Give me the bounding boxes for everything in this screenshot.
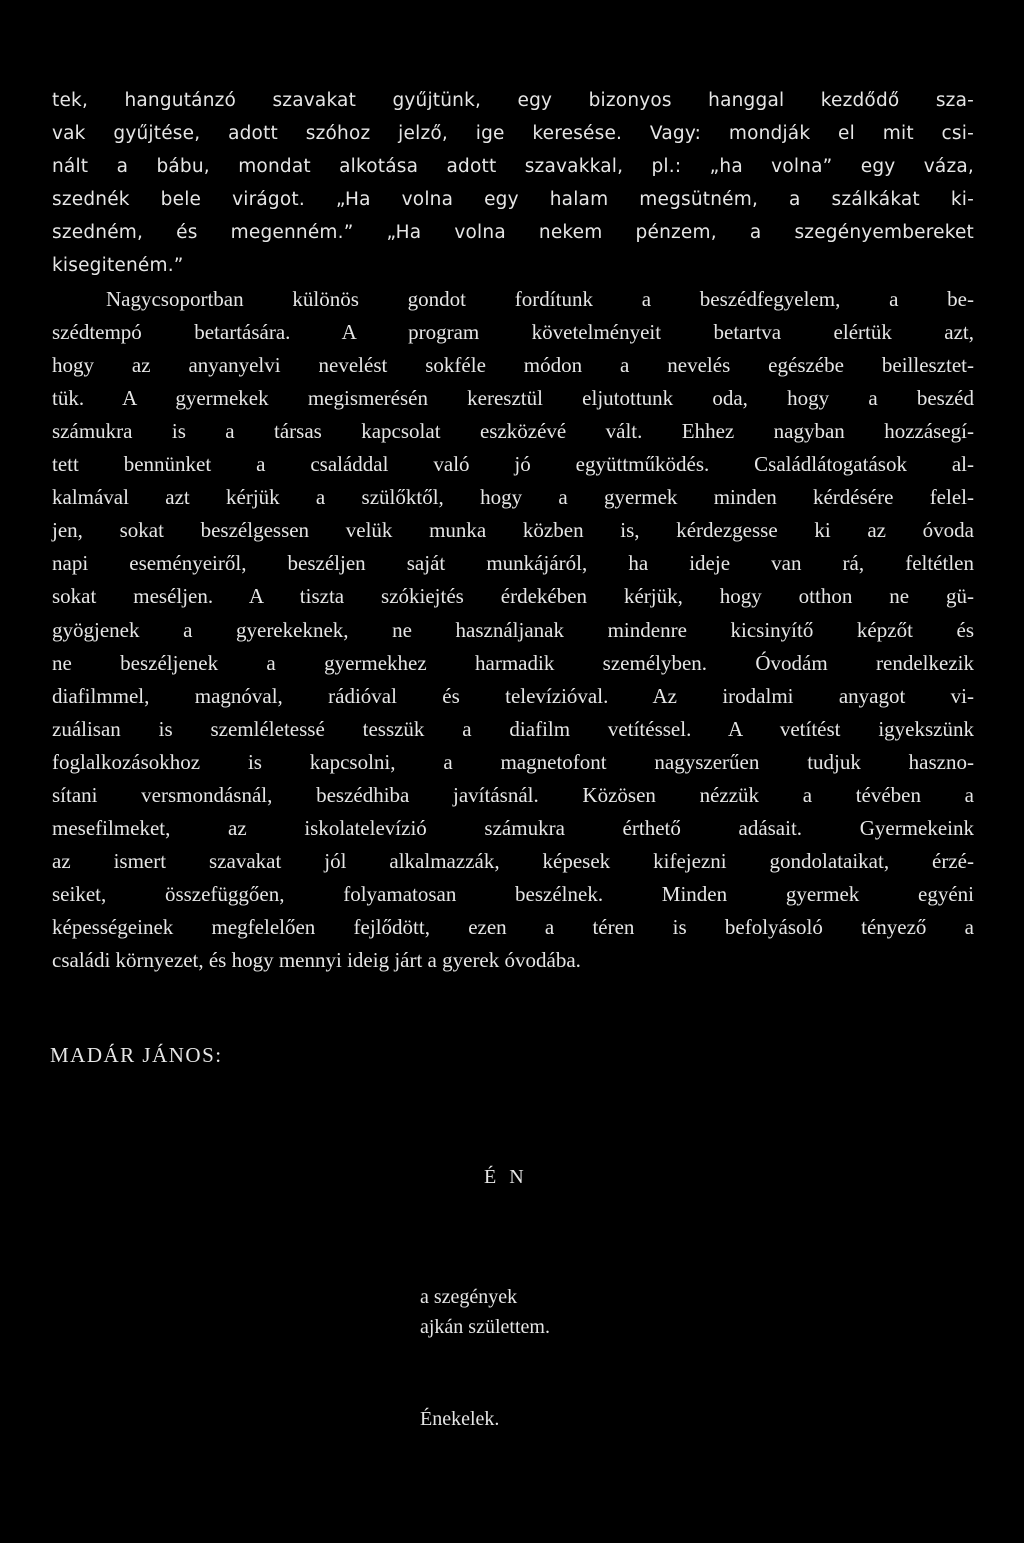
- text-line: sokat meséljen. A tiszta szókiejtés érdekében kérjük, hogy otthon ne gü-: [52, 584, 974, 609]
- text-line: gyögjenek a gyerekeknek, ne használjanak mindenre kicsinyítő képzőt és: [52, 617, 974, 642]
- text-line: az ismert szavakat jól alkalmazzák, képesek kifejezni gondolataikat, érzé-: [52, 849, 974, 874]
- text-line: seiket, összefüggően, folyamatosan beszélnek. Minden gyermek egyéni: [52, 882, 974, 907]
- poem-line: ajkán születtem.: [420, 1316, 550, 1338]
- poem-line: a szegények: [420, 1286, 518, 1308]
- text-line: számukra is a társas kapcsolat eszközévé vált. Ehhez nagyban hozzásegí-: [52, 418, 974, 443]
- text-line: tett bennünket a családdal való jó együttműködés. Családlátogatások al-: [52, 452, 974, 477]
- text-line: szednék bele virágot. „Ha volna egy halam megsütném, a szálkákat ki-: [52, 189, 974, 211]
- text-line: sítani versmondásnál, beszédhiba javításnál. Közösen nézzük a tévében a: [52, 782, 974, 807]
- text-line: hogy az anyanyelvi nevelést sokféle módon a nevelés egészébe beillesztet-: [52, 352, 974, 377]
- text-line: kisegiteném.”: [52, 255, 184, 277]
- poem-line: Énekelek.: [420, 1408, 500, 1430]
- text-line: zuálisan is szemléletessé tesszük a diafilm vetítéssel. A vetítést igyekszünk: [52, 716, 974, 741]
- text-line: tük. A gyermekek megismerésén keresztül eljutottunk oda, hogy a beszéd: [52, 385, 974, 410]
- text-line: vak gyűjtése, adott szóhoz jelző, ige keresése. Vagy: mondják el mit csi-: [52, 123, 974, 145]
- text-line: diafilmmel, magnóval, rádióval és televízióval. Az irodalmi anyagot vi-: [52, 683, 974, 708]
- text-line: napi eseményeiről, beszéljen saját munkájáról, ha ideje van rá, feltétlen: [52, 551, 974, 576]
- text-line: Nagycsoportban különös gondot fordítunk a beszédfegyelem, a be-: [106, 286, 974, 311]
- text-line: ne beszéljenek a gyermekhez harmadik személyben. Óvodám rendelkezik: [52, 650, 974, 675]
- poem-title: É N: [484, 1166, 528, 1188]
- text-line: nált a bábu, mondat alkotása adott szavakkal, pl.: „ha volna” egy váza,: [52, 156, 974, 178]
- text-line: tek, hangutánzó szavakat gyűjtünk, egy bizonyos hanggal kezdődő sza-: [52, 90, 974, 111]
- body-text: [52, 84, 974, 978]
- author-name: MADÁR JÁNOS:: [50, 1043, 223, 1067]
- text-line: jen, sokat beszélgessen velük munka közben is, kérdezgesse ki az óvoda: [52, 518, 974, 543]
- text-line: szédtempó betartására. A program követelményeit betartva elértük azt,: [52, 319, 974, 344]
- text-line: mesefilmeket, az iskolatelevízió számukra érthető adásait. Gyermekeink: [52, 816, 974, 841]
- text-line: foglalkozásokhoz is kapcsolni, a magnetofont nagyszerűen tudjuk haszno-: [52, 749, 974, 774]
- text-line: családi környezet, és hogy mennyi ideig járt a gyerek óvodába.: [52, 948, 581, 973]
- text-line: szedném, és megenném.” „Ha volna nekem pénzem, a szegényembereket: [52, 222, 974, 244]
- text-line: kalmával azt kérjük a szülőktől, hogy a gyermek minden kérdésére felel-: [52, 485, 974, 510]
- poem-stanza: [420, 1282, 550, 1342]
- text-line: képességeinek megfelelően fejlődött, ezen a téren is befolyásoló tényező a: [52, 915, 974, 940]
